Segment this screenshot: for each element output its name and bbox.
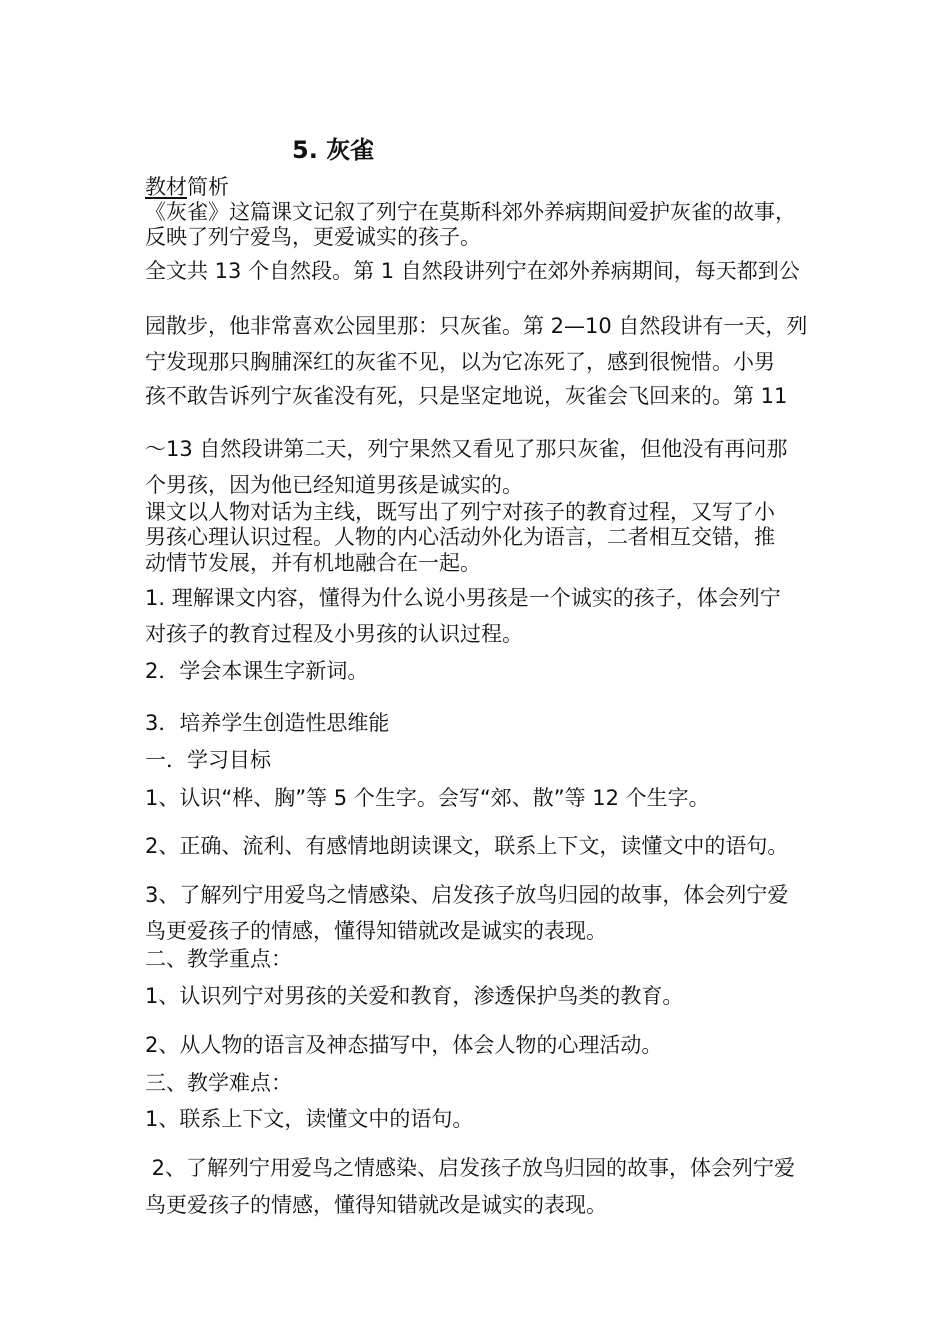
section-heading-rest: 简析 bbox=[187, 175, 229, 199]
text-line: 园散步，他非常喜欢公园里那：只灰雀。第 2—10 自然段讲有一天，列 bbox=[145, 314, 808, 338]
key-point-item: 1、认识列宁对男孩的关爱和教育，渗透保护鸟类的教育。 bbox=[145, 984, 684, 1008]
objective-item: 2．学会本课生字新词。 bbox=[145, 659, 369, 683]
text-line: 《灰雀》这篇课文记叙了列宁在莫斯科郊外养病期间爱护灰雀的故事， bbox=[145, 200, 796, 224]
objective-item: 3．培养学生创造性思维能 bbox=[145, 711, 390, 735]
text-line: 鸟更爱孩子的情感，懂得知错就改是诚实的表现。 bbox=[145, 1193, 607, 1217]
text-line: 课文以人物对话为主线，既写出了列宁对孩子的教育过程，又写了小 bbox=[145, 500, 775, 524]
text-line: 反映了列宁爱鸟，更爱诚实的孩子。 bbox=[145, 225, 481, 249]
text-line: ～13 自然段讲第二天，列宁果然又看见了那只灰雀，但他没有再问那 bbox=[145, 437, 788, 461]
section-heading bbox=[145, 175, 229, 199]
goal-item: 3、了解列宁用爱鸟之情感染、启发孩子放鸟归园的故事，体会列宁爱 bbox=[145, 883, 789, 907]
lesson-title: 5. 灰雀 bbox=[292, 136, 375, 164]
text-line: 孩不敢告诉列宁灰雀没有死，只是坚定地说，灰雀会飞回来的。第 11 bbox=[145, 384, 788, 408]
text-line: 鸟更爱孩子的情感，懂得知错就改是诚实的表现。 bbox=[145, 919, 607, 943]
section-heading-difficulties: 三、教学难点： bbox=[145, 1071, 292, 1095]
difficulty-item: 1、联系上下文，读懂文中的语句。 bbox=[145, 1107, 474, 1131]
text-line: 动情节发展，并有机地融合在一起。 bbox=[145, 551, 481, 575]
text-line: 男孩心理认识过程。人物的内心活动外化为语言，二者相互交错，推 bbox=[145, 525, 775, 549]
goal-item: 2、正确、流利、有感情地朗读课文，联系上下文，读懂文中的语句。 bbox=[145, 834, 789, 858]
goal-item: 1、认识“桦、胸”等 5 个生字。会写“郊、散”等 12 个生字。 bbox=[145, 786, 710, 810]
section-heading-underlined: 教材 bbox=[145, 175, 187, 199]
text-line: 全文共 13 个自然段。第 1 自然段讲列宁在郊外养病期间，每天都到公 bbox=[145, 259, 800, 283]
text-line: 个男孩，因为他已经知道男孩是诚实的。 bbox=[145, 473, 523, 497]
difficulty-item: 2、了解列宁用爱鸟之情感染、启发孩子放鸟归园的故事，体会列宁爱 bbox=[145, 1156, 796, 1180]
section-heading-key-points: 二、教学重点： bbox=[145, 947, 292, 971]
objective-item: 1. 理解课文内容，懂得为什么说小男孩是一个诚实的孩子，体会列宁 bbox=[145, 586, 781, 610]
text-line: 对孩子的教育过程及小男孩的认识过程。 bbox=[145, 622, 523, 646]
key-point-item: 2、从人物的语言及神态描写中，体会人物的心理活动。 bbox=[145, 1033, 663, 1057]
section-heading-goals: 一．学习目标 bbox=[145, 748, 271, 772]
text-line: 宁发现那只胸脯深红的灰雀不见，以为它冻死了，感到很惋惜。小男 bbox=[145, 350, 775, 374]
